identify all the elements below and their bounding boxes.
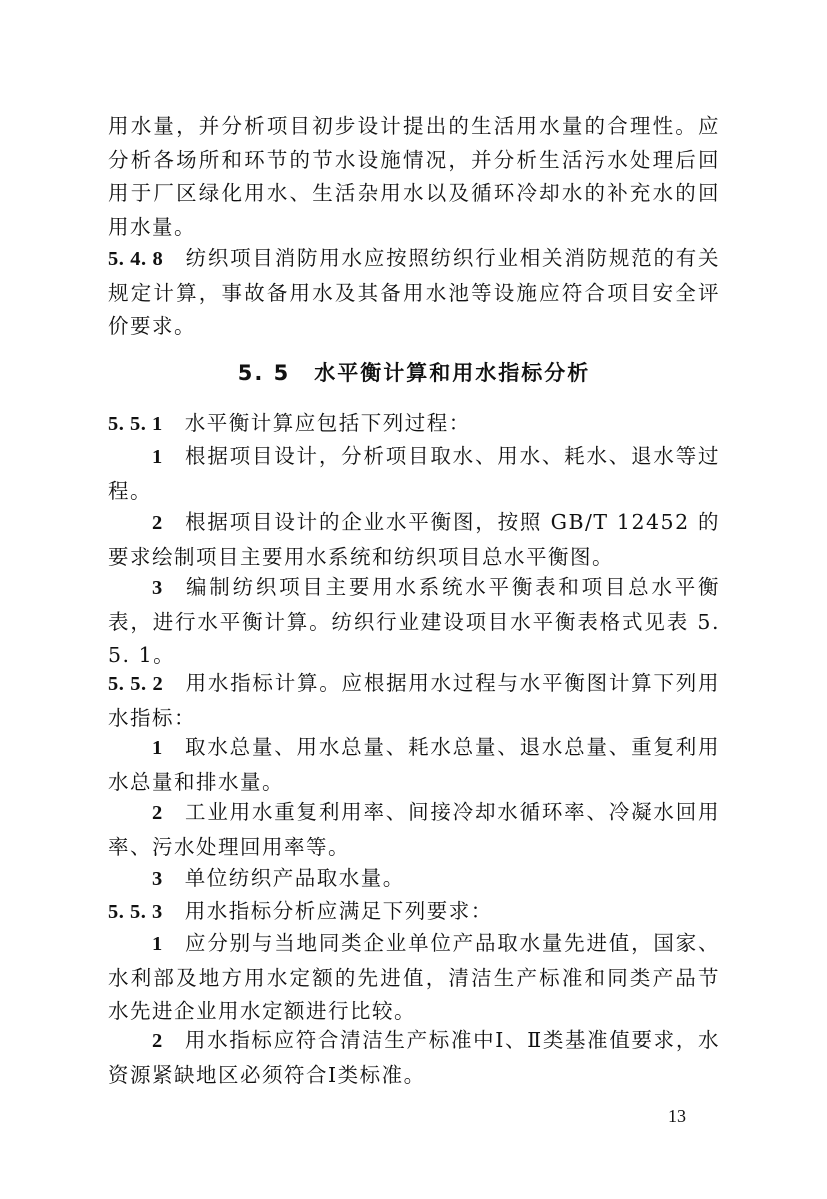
item-number: 3 [152,868,163,890]
paragraph-text: 用水量，并分析项目初步设计提出的生活用水量的合理性。应分析各场所和环节的节水设施情况，并分析生活污水处理后回用于厂区绿化用水、生活杂用水以及循环冷却水的补充水的回用水量。 [108,114,720,239]
item-5-5-2-2 [108,796,720,864]
item-5-5-2-3 [108,862,720,897]
item-text: 单位纺织产品取水量。 [184,866,405,890]
item-text: 取水总量、用水总量、耗水总量、退水总量、重复利用水总量和排水量。 [108,735,720,794]
item-number: 3 [152,577,163,599]
item-5-5-3-2 [108,1024,720,1092]
item-text: 编制纺织项目主要用水系统水平衡表和项目总水平衡表，进行水平衡计算。纺织行业建设项目水平衡表格式见表 5. 5. 1。 [108,575,720,667]
clause-number: 5. 4. 8 [108,248,164,270]
item-number: 2 [152,802,163,824]
clause-number: 5. 5. 1 [108,413,163,435]
item-text: 工业用水重复利用率、间接冷却水循环率、冷凝水回用率、污水处理回用率等。 [108,800,720,859]
item-number: 2 [152,512,163,534]
clause-5-5-3 [108,895,720,930]
section-title: 水平衡计算和用水指标分析 [314,361,591,385]
clause-text: 水平衡计算应包括下列过程： [184,411,471,435]
item-5-5-1-3 [108,571,720,673]
item-5-5-1-1 [108,440,720,508]
item-number: 1 [152,933,163,955]
item-text: 根据项目设计，分析项目取水、用水、耗水、退水等过程。 [108,444,720,503]
clause-5-5-1 [108,407,720,442]
item-number: 1 [152,446,163,468]
item-text: 应分别与当地同类企业单位产品取水量先进值，国家、水利部及地方用水定额的先进值，清洁生产标准和同类产品节水先进企业用水定额进行比较。 [108,931,720,1023]
clause-5-5-2 [108,667,720,735]
page-number: 13 [668,1106,686,1126]
clause-text: 纺织项目消防用水应按照纺织行业相关消防规范的有关规定计算，事故备用水及其备用水池等设施应符合项目安全评价要求。 [108,246,721,338]
section-heading [108,357,720,387]
clause-text: 用水指标计算。应根据用水过程与水平衡图计算下列用水指标： [108,671,721,730]
clause-text: 用水指标分析应满足下列要求： [184,899,493,923]
item-5-5-2-1 [108,731,720,799]
clause-number: 5. 5. 2 [108,673,164,695]
item-text: 根据项目设计的企业水平衡图，按照 GB/T 12452 的要求绘制项目主要用水系统和纺织项目总水平衡图。 [108,510,720,569]
clause-number: 5. 5. 3 [108,901,163,923]
clause-5-4-8 [108,242,720,344]
item-number: 1 [152,737,163,759]
section-number: 5. 5 [237,361,291,385]
item-text: 用水指标应符合清洁生产标准中Ⅰ、Ⅱ类基准值要求，水资源紧缺地区必须符合Ⅰ类标准。 [108,1028,720,1087]
item-number: 2 [152,1030,163,1052]
item-5-5-3-1 [108,927,720,1029]
item-5-5-1-2 [108,506,720,574]
paragraph-continuation [108,110,720,244]
